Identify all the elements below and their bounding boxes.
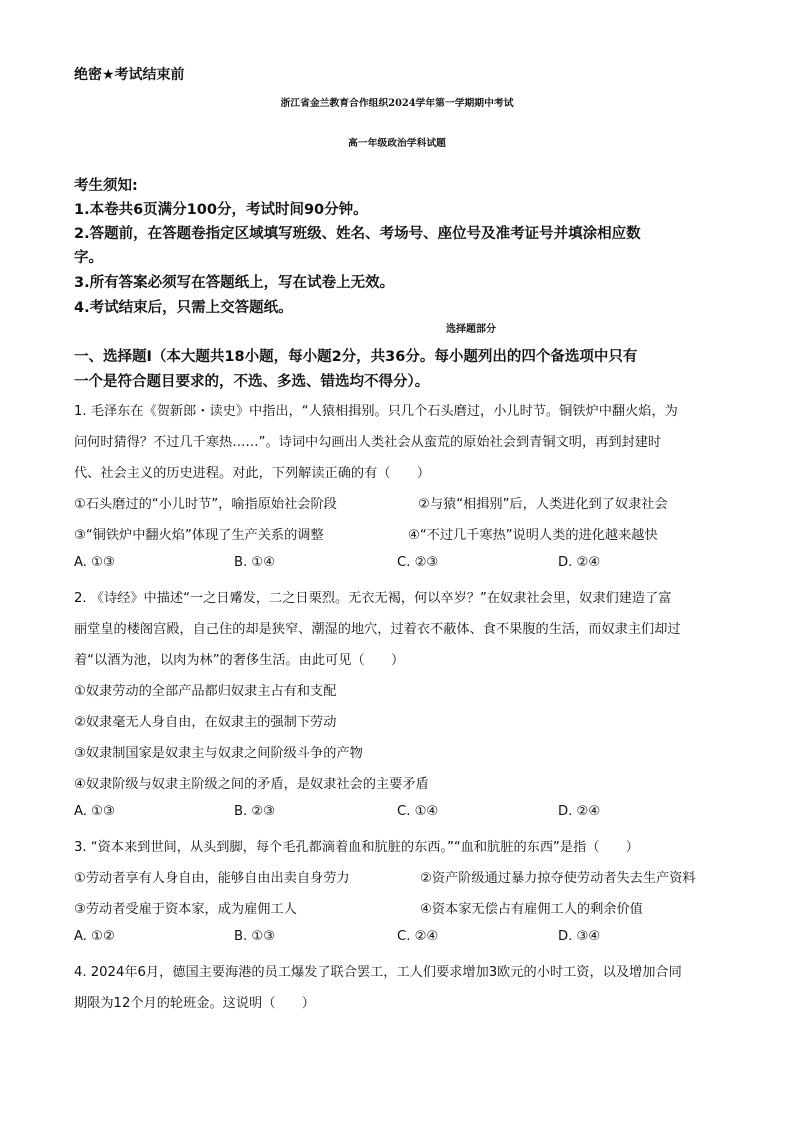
question-statement: ②资产阶级通过暴力掠夺使劳动者失去生产资料 [420, 871, 696, 886]
section-instruction: 一、选择题Ⅰ（本大题共18小题，每小题2分，共36分。每小题列出的四个备选项中只有 [74, 349, 638, 365]
answer-option-c: C. ②④ [397, 929, 439, 944]
answer-option-a: A. ①③ [74, 804, 115, 819]
question-stem: 3. “资本来到世间，从头到脚，每个毛孔都滴着血和肮脏的东西。”“血和肮脏的东西”是指（ ） [74, 840, 639, 855]
question-statement: ④“不过几千寒热”说明人类的进化越来越快 [408, 528, 658, 543]
answer-option-a: A. ①② [74, 929, 115, 944]
question-statement: ③劳动者受雇于资本家，成为雇佣工人 [74, 902, 297, 917]
question-statement: ①奴隶劳动的全部产品都归奴隶主占有和支配 [74, 684, 337, 699]
exam-subtitle: 高一年级政治学科试题 [348, 138, 446, 149]
question-statement: ④奴隶阶级与奴隶主阶级之间的矛盾，是奴隶社会的主要矛盾 [74, 777, 429, 792]
note-item: 字。 [74, 250, 103, 266]
question-stem: 着“以酒为池，以肉为林”的奢侈生活。由此可见（ ） [74, 653, 405, 668]
question-stem: 4. 2024年6月，德国主要海港的员工爆发了联合罢工，工人们要求增加3欧元的小时工资，以及增加合同 [74, 965, 682, 980]
question-stem: 2. 《诗经》中描述“一之日觱发，二之日栗烈。无衣无褐，何以卒岁？”在奴隶社会里，奴隶们建造了富 [74, 591, 672, 606]
answer-option-b: B. ①④ [234, 555, 276, 570]
question-statement: ④资本家无偿占有雇佣工人的剩余价值 [420, 902, 643, 917]
answer-option-b: B. ①③ [234, 929, 276, 944]
answer-option-d: D. ②④ [558, 804, 601, 819]
confidential-label: 绝密★考试结束前 [74, 67, 185, 83]
question-stem: 期限为12个月的轮班金。这说明（ ） [74, 996, 315, 1011]
question-stem: 丽堂皇的楼阁宫殿，自己住的却是狭窄、潮湿的地穴，过着衣不蔽体、食不果腹的生活，而奴隶主们却过 [74, 622, 681, 637]
answer-option-d: D. ③④ [558, 929, 601, 944]
question-statement: ②与猿“相揖别”后，人类进化到了奴隶社会 [418, 497, 668, 512]
note-item: 2.答题前，在答题卷指定区域填写班级、姓名、考场号、座位号及准考证号并填涂相应数 [74, 226, 641, 242]
answer-option-c: C. ①④ [397, 804, 439, 819]
exam-title: 浙江省金兰教育合作组织2024学年第一学期期中考试 [280, 98, 514, 109]
question-statement: ②奴隶毫无人身自由，在奴隶主的强制下劳动 [74, 715, 337, 730]
notes-heading: 考生须知: [74, 178, 138, 194]
note-item: 4.考试结束后，只需上交答题纸。 [74, 300, 293, 316]
answer-option-a: A. ①③ [74, 555, 115, 570]
answer-option-b: B. ②③ [234, 804, 276, 819]
question-statement: ①劳动者享有人身自由，能够自由出卖自身劳力 [74, 871, 350, 886]
note-item: 3.所有答案必须写在答题纸上，写在试卷上无效。 [74, 275, 395, 291]
section-title: 选择题部分 [446, 324, 496, 335]
question-statement: ③奴隶制国家是奴隶主与奴隶之间阶级斗争的产物 [74, 746, 363, 761]
question-statement: ③“铜铁炉中翻火焰”体现了生产关系的调整 [74, 528, 324, 543]
question-statement: ①石头磨过的“小儿时节”，喻指原始社会阶段 [74, 497, 337, 512]
section-instruction: 一个是符合题目要求的，不选、多选、错选均不得分）。 [74, 374, 430, 390]
question-stem: 问何时猜得？不过几千寒热……”。诗词中勾画出人类社会从蛮荒的原始社会到青铜文明，再到封建时 [74, 435, 662, 450]
answer-option-c: C. ②③ [397, 555, 439, 570]
question-stem: 1. 毛泽东在《贺新郎・读史》中指出，“人猿相揖别。只几个石头磨过，小儿时节。铜铁炉中翻火焰，为 [74, 404, 678, 419]
note-item: 1.本卷共6页满分100分，考试时间90分钟。 [74, 202, 368, 218]
answer-option-d: D. ②④ [558, 555, 601, 570]
question-stem: 代、社会主义的历史进程。对此，下列解读正确的有（ ） [74, 466, 431, 481]
